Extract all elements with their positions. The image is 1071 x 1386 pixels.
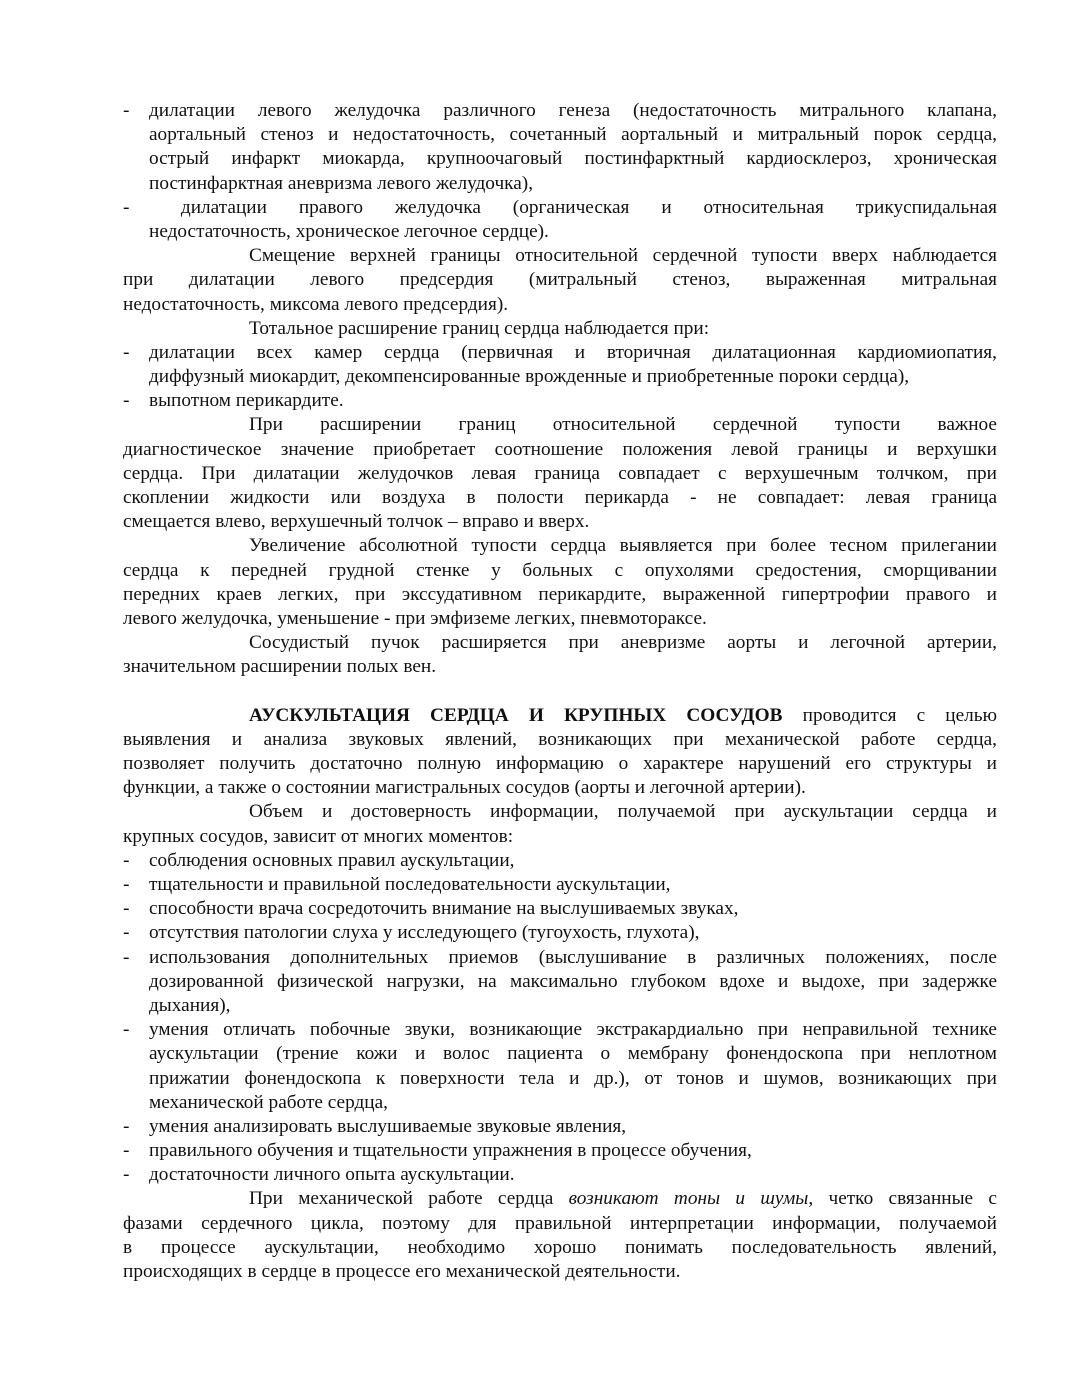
list-dash: - (123, 1164, 130, 1186)
final-first-line (123, 1187, 997, 1211)
text-run: При механической работе сердца (249, 1188, 569, 1210)
list-dash: - (123, 922, 130, 944)
list-dash: - (123, 946, 130, 968)
text-line: дыхания), (149, 994, 231, 1016)
paragraph (123, 800, 997, 848)
text-line: способности врача сосредоточить внимание на выслушиваемых звуках, (149, 898, 739, 920)
list-dash: - (123, 898, 130, 920)
text-line: тщательности и правильной последовательности аускультации, (149, 874, 671, 895)
list-item (123, 897, 997, 921)
paragraph (123, 534, 997, 631)
list-item (123, 1163, 997, 1187)
list-item (123, 389, 997, 413)
text-line: выпотном перикардите. (149, 390, 344, 412)
text-line: крупных сосудов, зависит от многих моментов: (123, 825, 514, 847)
list-dash: - (123, 341, 130, 363)
text-line: прижатии фонендоскопа к поверхности тела и др.), от тонов и шумов, возникающих при (149, 1067, 997, 1089)
text-line: умения отличать побочные звуки, возникающие экстракардиально при неправильной технике (149, 1019, 997, 1041)
list-dash: - (123, 849, 130, 871)
list-item (123, 196, 997, 244)
text-line: постинфарктная аневризма левого желудочка), (149, 172, 534, 194)
list-dash: - (123, 1019, 130, 1041)
list-dash: - (123, 874, 130, 895)
list-item (123, 921, 997, 945)
text-line: скоплении жидкости или воздуха в полости перикарда - не совпадает: левая граница (123, 487, 997, 508)
list-item (123, 341, 997, 389)
text-line: достаточности личного опыта аускультации. (149, 1164, 515, 1186)
text-line: функции, а также о состоянии магистральных сосудов (аорты и легочной артерии). (123, 777, 806, 799)
list-item (123, 1139, 997, 1163)
text-line: смещается влево, верхушечный толчок – вправо и вверх. (123, 511, 590, 533)
list-item (123, 849, 997, 873)
text-line: аускультации (трение кожи и волос пациента о мембрану фонендоскопа при неплотном (149, 1043, 997, 1065)
text-line: диагностическое значение приобретает соотношение положения левой границы и верхушки (123, 438, 997, 460)
heading-tail: проводится с целью (782, 704, 998, 726)
paragraph (123, 413, 997, 534)
paragraph (123, 317, 997, 341)
text-line: происходящих в сердце в процессе его механической деятельности. (123, 1261, 681, 1282)
text-line: Смещение верхней границы относительной сердечной тупости вверх наблюдается (249, 245, 997, 267)
section-first-line (123, 704, 997, 728)
text-line: дилатации правого желудочка (органическая и относительная трикуспидальная (149, 196, 997, 218)
text-line: сердца к передней грудной стенке у больных с опухолями средостения, сморщивании (123, 559, 997, 581)
list-item (123, 873, 997, 897)
list-dash: - (123, 390, 130, 412)
text-line: недостаточность, хроническое легочное сердце). (149, 220, 549, 242)
text-line: левого желудочка, уменьшение - при эмфиземе легких, пневмотораксе. (123, 607, 707, 629)
text-line: дилатации всех камер сердца (первичная и вторичная дилатационная кардиомиопатия, (149, 341, 997, 363)
section-heading: АУСКУЛЬТАЦИЯ СЕРДЦА И КРУПНЫХ СОСУДОВ (249, 704, 783, 726)
text-line: острый инфаркт миокарда, крупноочаговый постинфарктный кардиосклероз, хроническая (149, 148, 997, 170)
list-item (123, 99, 997, 196)
list-dash: - (123, 1140, 130, 1162)
list-item (123, 1018, 997, 1115)
text-line: Увеличение абсолютной тупости сердца выявляется при более тесном прилегании (249, 535, 997, 557)
text-line: выявления и анализа звуковых явлений, возникающих при механической работе сердца, (123, 728, 997, 750)
text-line: дозированной физической нагрузки, на максимально глубоком вдохе и выдохе, при задержке (149, 970, 997, 992)
list-item (123, 1115, 997, 1139)
blank-line (123, 680, 997, 704)
text-line: Тотальное расширение границ сердца наблюдается при: (249, 317, 710, 339)
text-line: механической работе сердца, (149, 1091, 388, 1113)
list-dash: - (123, 1115, 130, 1137)
section-auscultation (123, 704, 997, 801)
text-line: недостаточность, миксома левого предсердия). (123, 293, 509, 315)
text-line: умения анализировать выслушиваемые звуковые явления, (149, 1115, 627, 1137)
text-line: позволяет получить достаточно полную информацию о характере нарушений его структуры и (123, 753, 997, 775)
text-line: в процессе аускультации, необходимо хорошо понимать последовательность явлений, (123, 1236, 997, 1258)
list-item (123, 946, 997, 1019)
text-line: значительном расширении полых вен. (123, 656, 437, 678)
page-content (123, 99, 997, 1284)
text-line: Объем и достоверность информации, получаемой при аускультации сердца и (249, 801, 997, 823)
text-line: При расширении границ относительной сердечной тупости важное (249, 414, 997, 436)
text-line: Сосудистый пучок расширяется при аневризме аорты и легочной артерии, (249, 632, 997, 654)
text-line: использования дополнительных приемов (выслушивание в различных положениях, после (149, 946, 997, 968)
text-line: фазами сердечного цикла, поэтому для правильной интерпретации информации, получаемой (123, 1212, 997, 1234)
text-line: сердца. При дилатации желудочков левая граница совпадает с верхушечным толчком, при (123, 462, 997, 484)
italic-run: возникают тоны и шумы, (568, 1188, 814, 1210)
text-line: передних краев легких, при экссудативном перикардите, выраженной гипертрофии правого и (123, 583, 997, 605)
paragraph (123, 631, 997, 679)
paragraph (123, 244, 997, 317)
text-line: отсутствия патологии слуха у исследующего (тугоухость, глухота), (149, 922, 700, 944)
text-line: дилатации левого желудочка различного генеза (недостаточность митрального клапана, (149, 100, 997, 121)
text-line: аортальный стеноз и недостаточность, сочетанный аортальный и митральный порок сердца, (149, 124, 997, 146)
text-line: правильного обучения и тщательности упражнения в процессе обучения, (149, 1140, 752, 1162)
list-dash: - (123, 196, 130, 218)
text-run: четко связанные с (813, 1188, 997, 1210)
text-line: при дилатации левого предсердия (митральный стеноз, выраженная митральная (123, 269, 997, 291)
paragraph (123, 1187, 997, 1284)
list-dash: - (123, 100, 130, 121)
text-line: соблюдения основных правил аускультации, (149, 849, 515, 871)
text-line: диффузный миокардит, декомпенсированные врожденные и приобретенные пороки сердца), (149, 366, 910, 388)
